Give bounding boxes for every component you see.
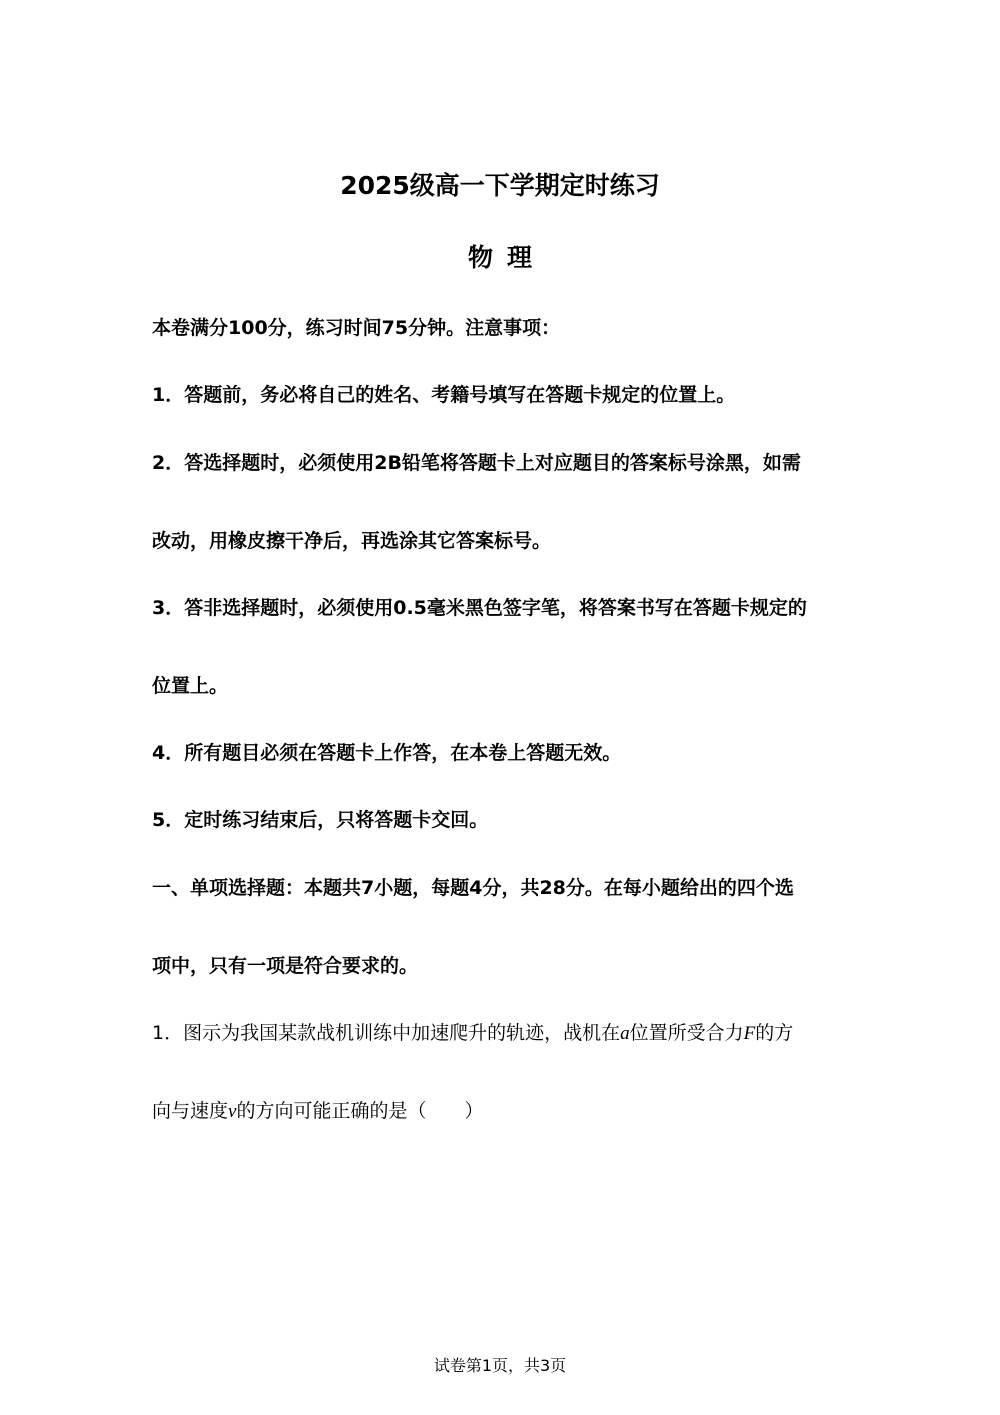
variable-F: F [743, 1023, 756, 1044]
instructions-intro: 本卷满分100分，练习时间75分钟。注意事项： [152, 317, 561, 339]
section-heading-line1: 一、单项选择题：本题共7小题，每题4分，共28分。在每小题给出的四个选 [152, 877, 794, 899]
question-number: 1． [152, 1022, 184, 1044]
instruction-item-5: 5．定时练习结束后，只将答题卡交回。 [152, 809, 489, 831]
subject-title: 物理 [467, 243, 546, 272]
exam-title: 2025级高一下学期定时练习 [340, 171, 660, 200]
question-text: 的方向可能正确的是（ ） [236, 1100, 484, 1122]
instruction-item-2-line2: 改动，用橡皮擦干净后，再选涂其它答案标号。 [152, 530, 552, 552]
question-text: 的方 [755, 1022, 794, 1044]
variable-v: v [228, 1101, 237, 1122]
question-text: 向与速度 [152, 1100, 229, 1122]
instruction-item-3-line2: 位置上。 [152, 675, 229, 697]
instruction-item-4: 4．所有题目必须在答题卡上作答，在本卷上答题无效。 [152, 742, 622, 764]
question-1-line2 [152, 1099, 483, 1124]
question-text: 位置所受合力 [629, 1022, 744, 1044]
instruction-item-2-line1: 2．答选择题时，必须使用2B铅笔将答题卡上对应题目的答案标号涂黑，如需 [152, 452, 801, 474]
variable-a: a [620, 1023, 630, 1044]
instruction-item-1: 1．答题前，务必将自己的姓名、考籍号填写在答题卡规定的位置上。 [152, 384, 736, 406]
section-heading-line2: 项中，只有一项是符合要求的。 [152, 955, 419, 977]
question-text: 图示为我国某款战机训练中加速爬升的轨迹，战机在 [183, 1022, 621, 1044]
instruction-item-3-line1: 3．答非选择题时，必须使用0.5毫米黑色签字笔，将答案书写在答题卡规定的 [152, 597, 807, 619]
question-1-line1 [152, 1021, 793, 1046]
page-footer: 试卷第1页，共3页 [433, 1356, 567, 1375]
